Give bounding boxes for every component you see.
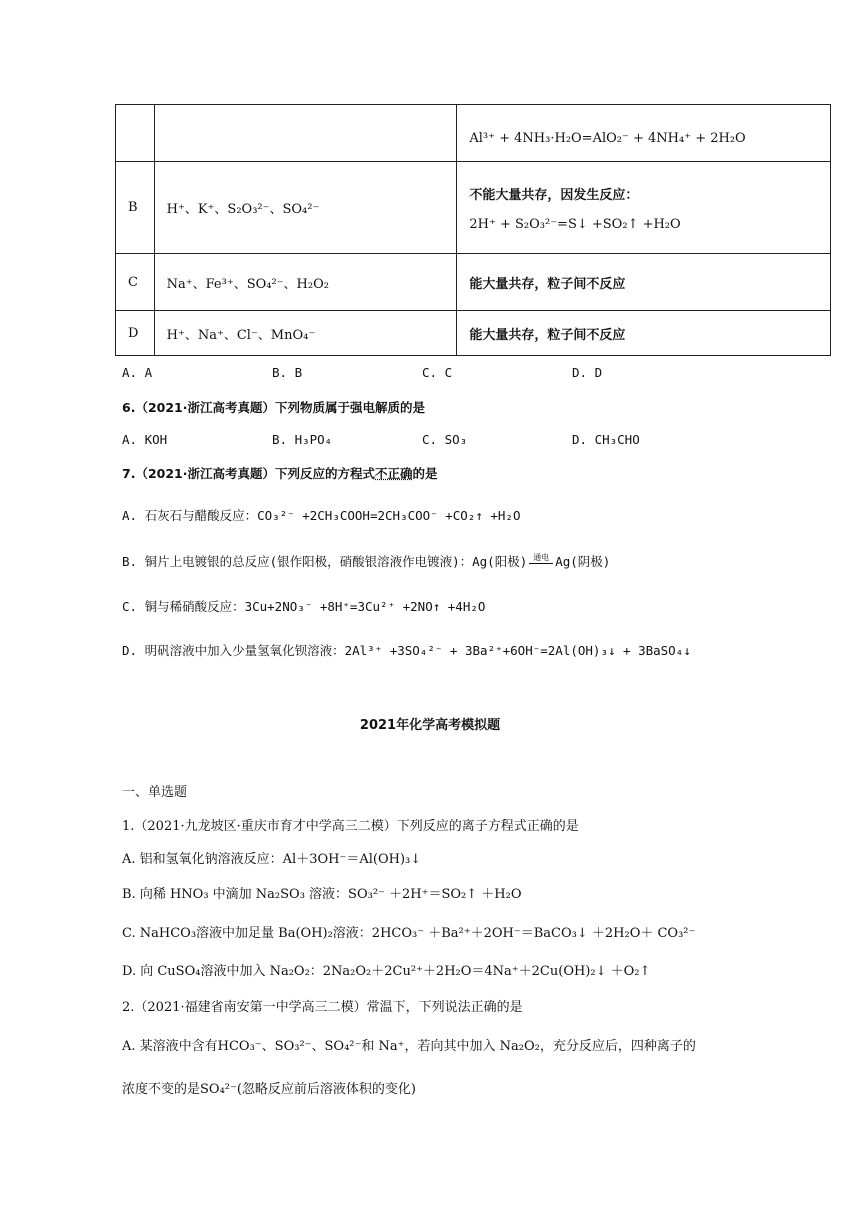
option-d: D. D xyxy=(572,365,603,380)
ions-cell: H⁺、K⁺、S₂O₃²⁻、SO₄²⁻ xyxy=(154,162,457,254)
option-d: D. CH₃CHO xyxy=(572,432,640,447)
section-title: 2021年化学高考模拟题 xyxy=(359,718,501,733)
table-cell xyxy=(154,105,457,162)
option-b: B. H₃PO₄ xyxy=(272,432,333,447)
verdict-cell xyxy=(457,162,831,254)
equation: Al³⁺ + 4NH₃·H₂O=AlO₂⁻ + 4NH₄⁺ + 2H₂O xyxy=(469,130,746,146)
option-c: C. NaHCO₃溶液中加足量 Ba(OH)₂溶液：2HCO₃⁻ ＋Ba²⁺＋2OH⁻＝BaCO₃↓ ＋2H₂O＋ CO₃²⁻ xyxy=(122,926,696,941)
option-b: B. 向稀 HNO₃ 中滴加 Na₂SO₃ 溶液：SO₃²⁻ ＋2H⁺＝SO₂↑ ＋H₂O xyxy=(122,887,522,902)
row-label: D xyxy=(116,311,155,356)
option-c: C. C xyxy=(422,365,453,380)
option-a-continued: 浓度不变的是SO₄²⁻(忽略反应前后溶液体积的变化) xyxy=(122,1082,416,1097)
option-a: A. 石灰石与醋酸反应：CO₃²⁻ +2CH₃COOH=2CH₃COO⁻ +CO₂↑ +H₂O xyxy=(122,508,521,523)
options-table xyxy=(115,104,831,356)
option-b: B. B xyxy=(272,365,303,380)
verdict-cell: 能大量共存，粒子间不反应 xyxy=(457,254,831,311)
table-row xyxy=(116,162,831,254)
table-row xyxy=(116,311,831,356)
option-a: A. KOH xyxy=(122,432,168,447)
option-text: Ag(阴极) xyxy=(555,554,611,569)
question-stem: 6.（2021·浙江高考真题）下列物质属于强电解质的是 xyxy=(122,400,425,415)
stem-text: 的是 xyxy=(412,466,438,481)
option-text: B. 铜片上电镀银的总反应(银作阳极，硝酸银溶液作电镀液)：Ag(阳极) xyxy=(122,554,528,569)
question-stem xyxy=(122,464,438,482)
equation-cell xyxy=(457,105,831,162)
option-c: C. 铜与稀硝酸反应：3Cu+2NO₃⁻ +8H⁺=3Cu²⁺ +2NO↑ +4H₂O xyxy=(122,599,486,614)
table-row xyxy=(116,254,831,311)
reaction-condition: 通电 xyxy=(529,552,553,564)
option-a: A. A xyxy=(122,365,153,380)
option-d: D. 向 CuSO₄溶液中加入 Na₂O₂：2Na₂O₂＋2Cu²⁺＋2H₂O＝4Na⁺＋2Cu(OH)₂↓ ＋O₂↑ xyxy=(122,964,651,979)
row-label: B xyxy=(116,162,155,254)
option-c: C. SO₃ xyxy=(422,432,468,447)
row-label: C xyxy=(116,254,155,311)
option-d: D. 明矾溶液中加入少量氢氧化钡溶液：2Al³⁺ +3SO₄²⁻ + 3Ba²⁺+6OH⁻=2Al(OH)₃↓ + 3BaSO₄↓ xyxy=(122,643,691,658)
ions-cell: H⁺、Na⁺、Cl⁻、MnO₄⁻ xyxy=(154,311,457,356)
table-row xyxy=(116,105,831,162)
stem-text: 7.（2021·浙江高考真题）下列反应的方程式 xyxy=(122,466,375,481)
section-heading: 一、单选题 xyxy=(122,785,188,800)
question-stem: 2.（2021·福建省南安第一中学高三二模）常温下，下列说法正确的是 xyxy=(122,1000,523,1015)
question-stem: 1.（2021·九龙坡区·重庆市育才中学高三二模）下列反应的离子方程式正确的是 xyxy=(122,819,579,834)
verdict-cell: 能大量共存，粒子间不反应 xyxy=(457,311,831,356)
table-cell xyxy=(116,105,155,162)
option-a: A. 某溶液中含有HCO₃⁻、SO₃²⁻、SO₄²⁻和 Na⁺，若向其中加入 Na₂O₂，充分反应后，四种离子的 xyxy=(122,1039,696,1054)
verdict: 不能大量共存，因发生反应： xyxy=(469,187,639,203)
option-b xyxy=(122,552,610,570)
equation: 2H⁺ + S₂O₃²⁻=S↓ +SO₂↑ +H₂O xyxy=(469,216,681,232)
stem-emphasis: 不正确 xyxy=(375,466,413,481)
option-a: A. 铝和氢氧化钠溶液反应：Al＋3OH⁻＝Al(OH)₃↓ xyxy=(122,852,422,867)
ions-cell: Na⁺、Fe³⁺、SO₄²⁻、H₂O₂ xyxy=(154,254,457,311)
